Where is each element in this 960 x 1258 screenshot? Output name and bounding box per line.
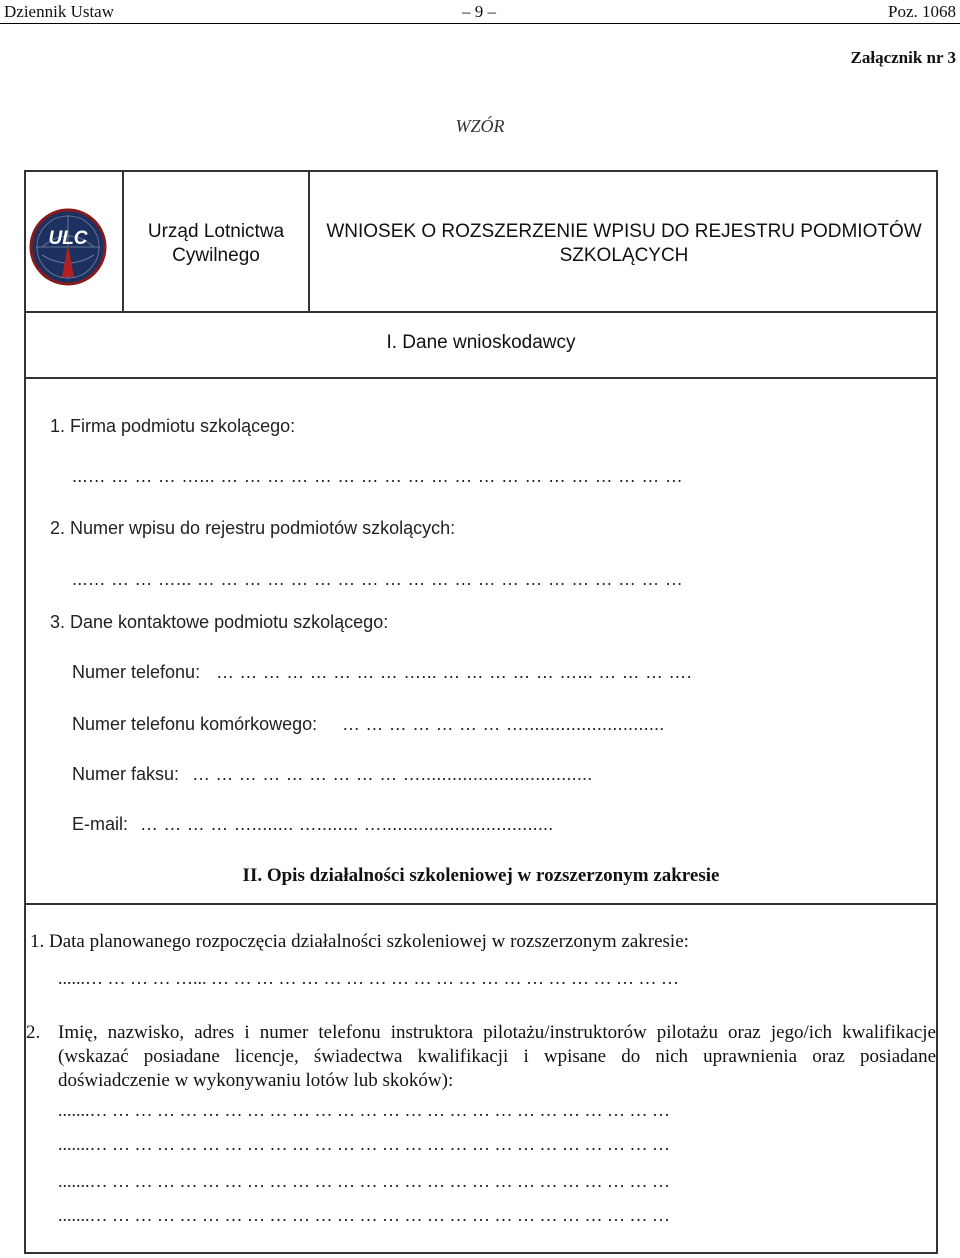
form-title: WNIOSEK O ROZSZERZENIE WPISU DO REJESTRU PODMIOTÓW SZKOLĄCYCH [326,221,922,266]
instructor-field-line[interactable]: .......… … … … … … … … … … … … … … … … … … … … … … … … … … [58,1205,670,1225]
section2-rule [26,903,936,905]
position-number: Poz. 1068 [888,2,956,21]
page-number: – 9 – [462,2,496,21]
header-rule [0,23,960,24]
instructor-description [26,1021,936,1093]
start-date-field[interactable]: ......… … … … …... … … … … … … … … … … … … … … … … … … … … … [58,968,679,988]
application-form [24,170,938,1254]
email-field[interactable]: … … … … …........ …........ …................................. [140,814,554,834]
fax-field[interactable]: … … … … … … … … … …................................. [192,764,593,784]
instructor-field-line[interactable]: .......… … … … … … … … … … … … … … … … … … … … … … … … … … [58,1100,670,1120]
journal-name: Dziennik Ustaw [4,2,115,21]
instructor-field-line[interactable]: .......… … … … … … … … … … … … … … … … … … … … … … … … … … [58,1134,670,1154]
mobile-label: Numer telefonu komórkowego: [72,714,318,734]
instructor-field-line[interactable]: .......… … … … … … … … … … … … … … … … … … … … … … … … … … [58,1171,670,1191]
page-header [0,0,960,24]
fax-label: Numer faksu: [72,764,180,784]
start-date-label: 1. Data planowanego rozpoczęcia działalności szkoleniowej w rozszerzonym zakresie: [30,931,689,952]
section2-title: II. Opis działalności szkoleniowej w rozszerzonym zakresie [242,865,720,886]
organization-name: Urząd Lotnictwa Cywilnego [147,221,285,266]
section1-title: I. Dane wnioskodawcy [386,332,576,353]
section1-rule [26,377,936,379]
item-company-field[interactable]: ...… … … … …... … … … … … … … … … … … … … … … … … … … … [72,466,684,486]
instructor-item-number: 2. [26,1022,41,1043]
email-label: E-mail: [72,814,129,834]
title-rule [26,311,936,313]
item-company-label: 1. Firma podmiotu szkolącego: [50,416,296,436]
item-contact-label: 3. Dane kontaktowe podmiotu szkolącego: [50,612,389,632]
phone-label: Numer telefonu: [72,662,201,682]
item-registry-number-field[interactable]: ...… … … …... … … … … … … … … … … … … … … … … … … … … … [72,569,684,589]
mobile-field[interactable]: … … … … … … … …........................... [342,714,665,734]
logo-lettering: ULC [48,228,88,249]
phone-field[interactable]: … … … … … … … … …... … … … … … …... … … … …. [216,662,692,682]
instructor-item-text: Imię, nazwisko, adres i numer telefonu instruktora pilotażu/instruktorów pilotażu oraz jego/ich kwalifikacje (wskazać posiadane licencje, świadectwa kwalifikacji i wpisane do nich uprawnienia oraz posiadane doświadczenie w wykonywaniu lotów lub skoków): [58,1022,936,1091]
ulc-logo [28,207,108,292]
item-registry-number-label: 2. Numer wpisu do rejestru podmiotów szkolących: [50,518,456,538]
template-label: WZÓR [455,116,505,136]
attachment-label: Załącznik nr 3 [850,48,956,67]
